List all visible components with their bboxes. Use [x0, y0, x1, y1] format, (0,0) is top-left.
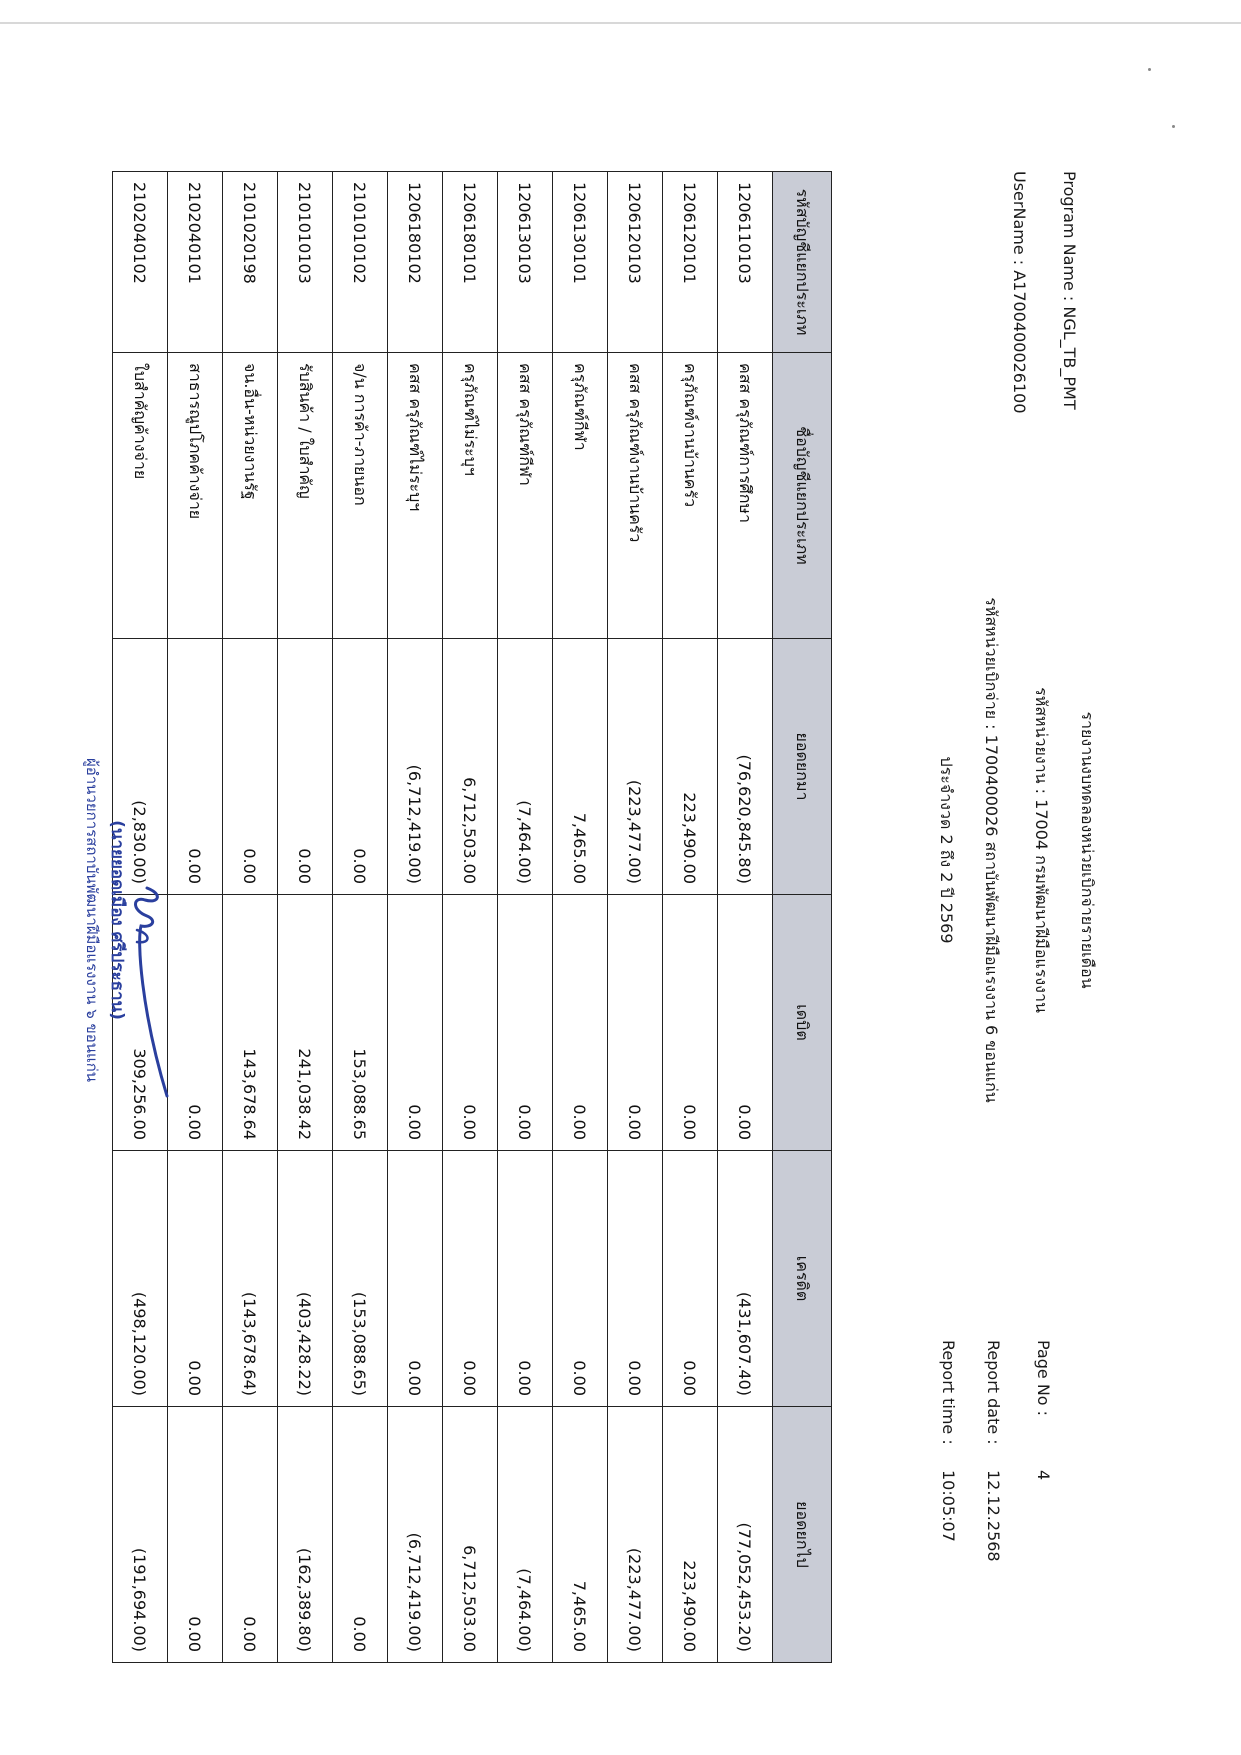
disburse-unit-line: รหัสหน่วยเบิกจ่าย : 1700400026 สถาบันพัฒนาฝีมือแรงงาน 6 ขอนแก่น [982, 597, 1001, 1103]
debit-cell: 0.00 [718, 895, 773, 1151]
account-name-cell: รับสินค้า / ใบสำคัญ [278, 353, 333, 639]
account-code-cell: 1206180101 [443, 172, 498, 353]
brought-forward-cell: 7,465.00 [553, 639, 608, 895]
account-code-cell: 1206130103 [498, 172, 553, 353]
table-row [718, 172, 773, 1663]
carried-forward-cell: 0.00 [168, 1407, 223, 1663]
table-row [553, 172, 608, 1663]
account-name-cell: ใบสำคัญค้างจ่าย [113, 353, 168, 639]
account-name-cell: ครุภัณฑ์กีฬา [553, 353, 608, 639]
debit-cell: 0.00 [388, 895, 443, 1151]
brought-forward-cell: (6,712,419.00) [388, 639, 443, 895]
carried-forward-cell: 0.00 [333, 1407, 388, 1663]
table-row [663, 172, 718, 1663]
signer-name: (นายยอดเมือง ศรีประธาน) [107, 820, 127, 1020]
account-name-cell: คสส ครุภัณฑ์งานบ้านครัว [608, 353, 663, 639]
debit-cell: 0.00 [663, 895, 718, 1151]
account-code-cell: 2101020198 [223, 172, 278, 353]
signature-block [80, 640, 131, 1200]
debit-cell: 153,088.65 [333, 895, 388, 1151]
account-code-cell: 2102040101 [168, 172, 223, 353]
page-no-label: Page No : [1034, 1340, 1053, 1417]
account-code-cell: 1206130101 [553, 172, 608, 353]
col-header-account-code: รหัสบัญชีแยกประเภท [773, 172, 832, 353]
col-header-account-name: ชื่อบัญชีแยกประเภท [773, 353, 832, 639]
table-row [223, 172, 278, 1663]
carried-forward-cell: 223,490.00 [663, 1407, 718, 1663]
brought-forward-cell: (223,477.00) [608, 639, 663, 895]
account-code-cell: 1206110103 [718, 172, 773, 353]
brought-forward-cell: (76,620,845.80) [718, 639, 773, 895]
carried-forward-cell: (7,464.00) [498, 1407, 553, 1663]
col-header-brought-forward: ยอดยกมา [773, 639, 832, 895]
username: UserName : A1700400026100 [1010, 171, 1029, 414]
carried-forward-cell: 0.00 [223, 1407, 278, 1663]
debit-cell: 0.00 [553, 895, 608, 1151]
trial-balance-table [112, 171, 832, 1663]
col-header-credit: เครดิต [773, 1151, 832, 1407]
period-line: ประจำงวด 2 ถึง 2 ปี 2569 [937, 756, 956, 944]
account-code-cell: 2101010103 [278, 172, 333, 353]
credit-cell: (403,428.22) [278, 1151, 333, 1407]
brought-forward-cell: 0.00 [333, 639, 388, 895]
account-name-cell: จน.อื่น-หน่วยงานรัฐ [223, 353, 278, 639]
carried-forward-cell: 6,712,503.00 [443, 1407, 498, 1663]
account-name-cell: ครุภัณฑ์งานบ้านครัว [663, 353, 718, 639]
table-row [498, 172, 553, 1663]
table-header-row [773, 172, 832, 1663]
report-date-label: Report date : [984, 1340, 1003, 1445]
report-title: รายงานงบทดลองหน่วยเบิกจ่ายรายเดือน [1078, 711, 1097, 989]
brought-forward-cell: (7,464.00) [498, 639, 553, 895]
brought-forward-cell: 0.00 [278, 639, 333, 895]
credit-cell: 0.00 [168, 1151, 223, 1407]
account-code-cell: 1206120103 [608, 172, 663, 353]
credit-cell: (143,678.64) [223, 1151, 278, 1407]
report-time-label: Report time : [939, 1340, 958, 1445]
signer-title: ผู้อำนวยการสถาบันพัฒนาฝีมือแรงงาน ๖ ขอนแก่น [83, 757, 101, 1083]
account-code-cell: 1206180102 [388, 172, 443, 353]
brought-forward-cell: 0.00 [168, 639, 223, 895]
credit-cell: 0.00 [498, 1151, 553, 1407]
account-name-cell: คสส ครุภัณฑ์การศึกษา [718, 353, 773, 639]
page-no-value: 4 [1034, 1470, 1053, 1481]
carried-forward-cell: (6,712,419.00) [388, 1407, 443, 1663]
table-row [278, 172, 333, 1663]
brought-forward-cell: (2,830.00) [113, 639, 168, 895]
agency-line: รหัสหน่วยงาน : 17004 กรมพัฒนาฝีมือแรงงาน [1032, 687, 1051, 1013]
credit-cell: (498,120.00) [113, 1151, 168, 1407]
col-header-carried-forward: ยอดยกไป [773, 1407, 832, 1663]
account-name-cell: สาธารณูปโภคค้างจ่าย [168, 353, 223, 639]
carried-forward-cell: (162,389.80) [278, 1407, 333, 1663]
account-name-cell: คสส ครุภัณฑ์ไม่ระบุฯ [388, 353, 443, 639]
account-code-cell: 1206120101 [663, 172, 718, 353]
debit-cell: 143,678.64 [223, 895, 278, 1151]
credit-cell: (153,088.65) [333, 1151, 388, 1407]
table-row [443, 172, 498, 1663]
debit-cell: 0.00 [608, 895, 663, 1151]
account-code-cell: 2102040102 [113, 172, 168, 353]
report-time-value: 10:05:07 [939, 1470, 958, 1542]
col-header-debit: เดบิต [773, 895, 832, 1151]
carried-forward-cell: (223,477.00) [608, 1407, 663, 1663]
carried-forward-cell: 7,465.00 [553, 1407, 608, 1663]
program-name: Program Name : NGL_TB_PMT [1060, 171, 1079, 410]
brought-forward-cell: 6,712,503.00 [443, 639, 498, 895]
table-row [608, 172, 663, 1663]
report-date-value: 12.12.2568 [984, 1470, 1003, 1562]
debit-cell: 0.00 [498, 895, 553, 1151]
table-row [388, 172, 443, 1663]
credit-cell: 0.00 [608, 1151, 663, 1407]
brought-forward-cell: 0.00 [223, 639, 278, 895]
credit-cell: 0.00 [388, 1151, 443, 1407]
account-name-cell: จ/น การค้า-ภายนอก [333, 353, 388, 639]
credit-cell: 0.00 [553, 1151, 608, 1407]
carried-forward-cell: (77,052,453.20) [718, 1407, 773, 1663]
table-row [333, 172, 388, 1663]
account-code-cell: 2101010102 [333, 172, 388, 353]
debit-cell: 0.00 [443, 895, 498, 1151]
debit-cell: 0.00 [168, 895, 223, 1151]
debit-cell: 241,038.42 [278, 895, 333, 1151]
account-name-cell: คสส ครุภัณฑ์กีฬา [498, 353, 553, 639]
credit-cell: 0.00 [663, 1151, 718, 1407]
credit-cell: (431,607.40) [718, 1151, 773, 1407]
credit-cell: 0.00 [443, 1151, 498, 1407]
account-name-cell: ครุภัณฑ์ไม่ระบุฯ [443, 353, 498, 639]
brought-forward-cell: 223,490.00 [663, 639, 718, 895]
carried-forward-cell: (191,694.00) [113, 1407, 168, 1663]
debit-cell: 309,256.00 [113, 895, 168, 1151]
